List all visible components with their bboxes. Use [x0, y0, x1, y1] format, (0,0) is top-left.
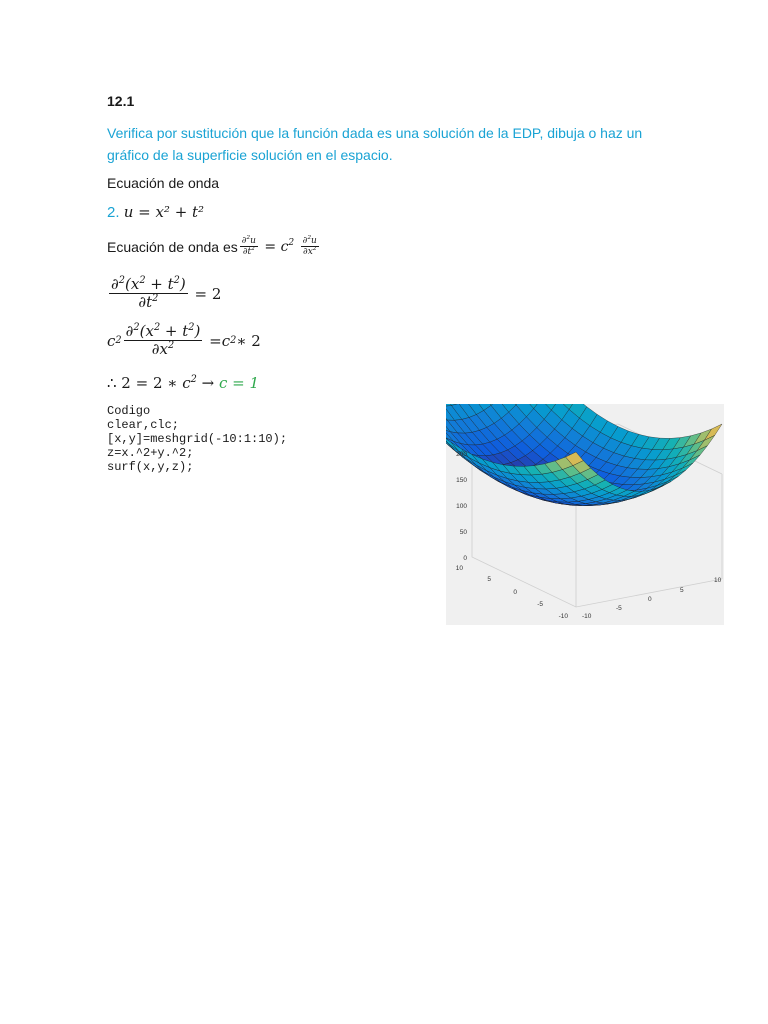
code-line: surf(x,y,z); — [107, 460, 194, 474]
y-tick-label: 10 — [714, 577, 722, 584]
y-tick-label: 5 — [680, 587, 684, 594]
z-tick-label: 150 — [456, 477, 467, 484]
x-tick-label: -5 — [537, 601, 543, 608]
derivative-x-equation: c 2 $\frac{\partial^2(x^2 + t^2)}{\partial x^2}$ = c 2 ∗ 2 — [107, 322, 261, 359]
conclusion-result: c = 1 — [218, 374, 260, 392]
problem-statement — [107, 203, 204, 221]
wave-equation-label: Ecuación de onda es — [107, 238, 238, 255]
instruction-text: Verifica por sustitución que la función dada es una solución de la EDP, dibuja o haz un gráfico de la superficie solución en el espacio. — [107, 125, 643, 163]
x-tick-label: 5 — [487, 576, 491, 583]
x-tick-label: -10 — [558, 613, 568, 620]
problem-number: 2. — [107, 204, 120, 221]
problem-expression: u = x² + t² — [123, 203, 205, 221]
z-tick-label: 100 — [456, 503, 467, 510]
code-line: [x,y]=meshgrid(-10:1:10); — [107, 432, 288, 446]
surface-plot-figure — [446, 404, 724, 625]
y-tick-label: -10 — [582, 613, 592, 620]
z-tick-label: 50 — [459, 529, 467, 536]
section-heading: 12.1 — [107, 93, 135, 109]
conclusion-equation: ∴ 2 = 2 ∗ $c^2 \to c = 1$ — [107, 374, 260, 392]
wave-equation-formula: $\frac{\partial^2u}{\partial t^2}$ = $c^2$ $\frac{\partial^2u}{\partial x^2}$ — [241, 235, 317, 258]
code-line: z=x.^2+y.^2; — [107, 446, 194, 460]
code-block — [107, 404, 287, 474]
wave-equation-line — [107, 236, 321, 258]
y-tick-label: 0 — [648, 596, 652, 603]
x-tick-label: 10 — [455, 565, 463, 572]
derivative-t-equation: $\frac{\partial^2(x^2 + t^2)}{\partial t^2}$ = 2 — [111, 275, 222, 312]
surface-mesh — [446, 404, 722, 506]
surface-plot — [446, 404, 724, 625]
code-line: clear,clc; — [107, 418, 180, 432]
code-label: Codigo — [107, 404, 151, 418]
z-tick-label: 200 — [456, 451, 467, 458]
subtitle: Ecuación de onda — [107, 175, 220, 191]
x-tick-label: 0 — [513, 589, 517, 596]
z-tick-label: 0 — [463, 555, 467, 562]
y-tick-label: -5 — [616, 605, 622, 612]
